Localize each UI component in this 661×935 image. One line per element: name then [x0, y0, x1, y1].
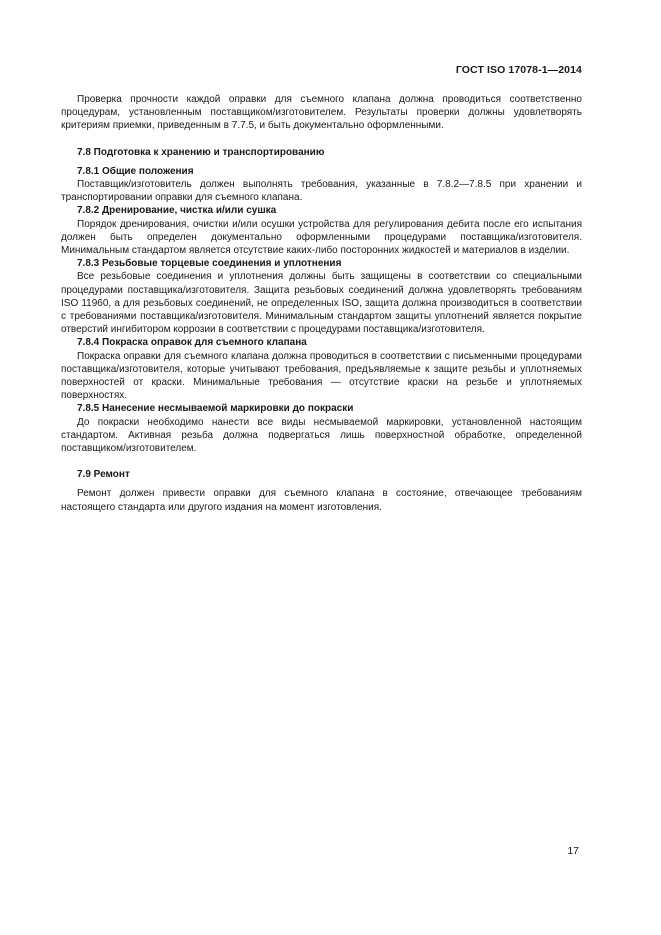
- document-body: [61, 93, 582, 514]
- section-7-8-2-paragraph: Порядок дренирования, очистки и/или осушки устройства для регулирования дебита после его испытания должен быть определен документально оформленными процедурами поставщика/изготовителя. Минимальным стандартом является отсутствие каких-либо посторонних жидкостей и материалов в изделии.: [61, 218, 582, 257]
- section-7-8-1-paragraph: Поставщик/изготовитель должен выполнять требования, указанные в 7.8.2—7.8.5 при хранении и транспортировании оправки для съемного клапана.: [61, 179, 582, 204]
- section-7-8-5-paragraph: До покраски необходимо нанести все виды несмываемой маркировки, установленной настоящим стандартом. Активная резьба должна подвергаться лишь поверхностной обработке, определенной поставщиком/изготовителем.: [61, 416, 582, 455]
- section-7-8-4-paragraph: Покраска оправки для съемного клапана должна проводиться в соответствии с письменными процедурами поставщика/изготовителя, которые учитывают требования, предъявляемые к защите резьбы и уплотняемых поверхностей от краски. Минимальные требования — отсутствие краски на резьбе и уплотняемых поверхностях.: [61, 350, 582, 402]
- section-7-9-heading: 7.9 Ремонт: [77, 469, 130, 481]
- section-7-8-heading: 7.8 Подготовка к хранению и транспортированию: [77, 146, 325, 158]
- section-7-9-paragraph: Ремонт должен привести оправки для съемного клапана в состояние, отвечающее требованиям настоящего стандарта или другого издания на момент изготовления.: [61, 488, 582, 513]
- section-7-8-2-heading: 7.8.2 Дренирование, чистка и/или сушка: [77, 205, 277, 217]
- intro-paragraph: Проверка прочности каждой оправки для съемного клапана должна проводиться соответственно процедурам, установленным поставщиком/изготовителем. Результаты проверки должны удовлетворять критериям приемки, приведенным в 7.7.5, и быть документально оформленными.: [61, 94, 582, 132]
- document-header: ГОСТ ISO 17078-1—2014: [455, 64, 582, 76]
- page-number: 17: [567, 845, 579, 857]
- section-7-8-3-paragraph: Все резьбовые соединения и уплотнения должны быть защищены в соответствии со специальными процедурами поставщика/изготовителя. Защита резьбовых соединений должна удовлетворять требованиям ISO 11960, а для резьбовых соединений, не определенных ISO, защита должна производиться в соответствии с требованиями поставщика/изготовителя. Минимальным стандартом защиты уплотнений является покрытие отверстий ингибитором коррозии в соответствии с процедурами поставщика/изготовителя.: [61, 271, 582, 336]
- section-7-8-3-heading: 7.8.3 Резьбовые торцевые соединения и уплотнения: [77, 258, 342, 270]
- section-7-8-1-heading: 7.8.1 Общие положения: [77, 165, 194, 177]
- section-7-8-4-heading: 7.8.4 Покраска оправок для съемного клапана: [77, 337, 307, 349]
- section-7-8-5-heading: 7.8.5 Нанесение несмываемой маркировки до покраски: [77, 403, 354, 415]
